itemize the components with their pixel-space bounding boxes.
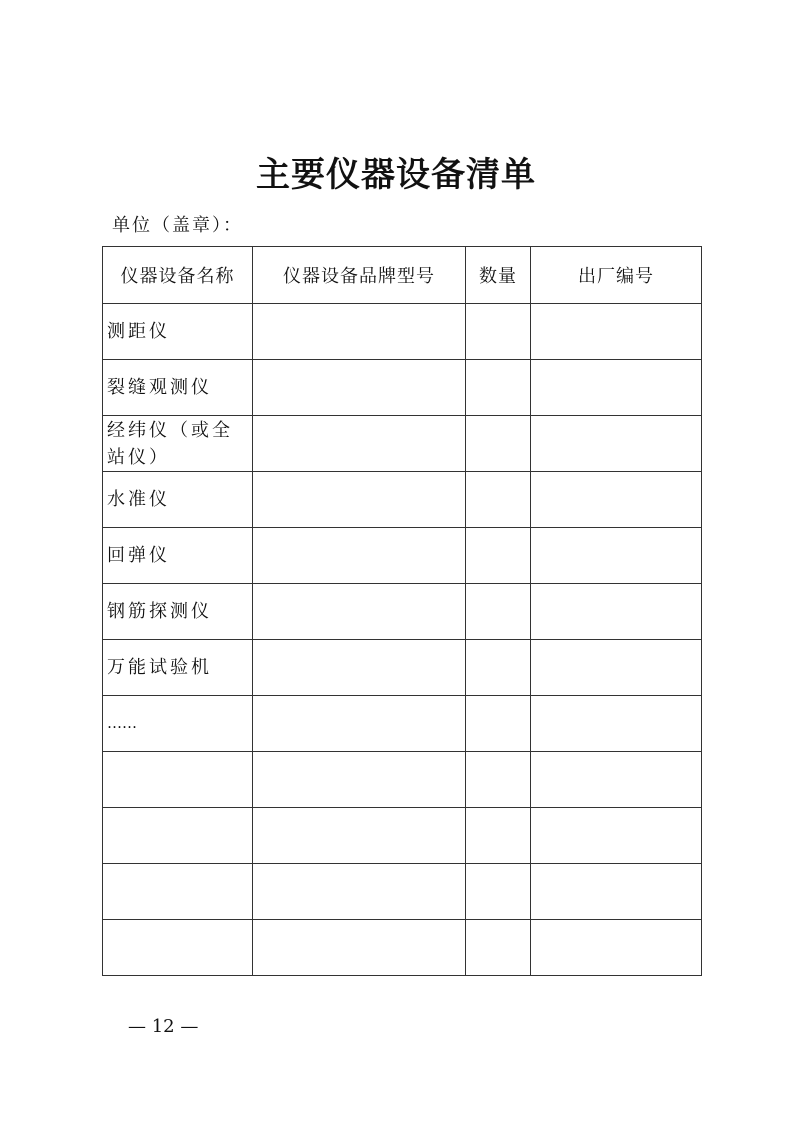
serial-cell	[531, 304, 702, 360]
equipment-name-cell	[103, 920, 253, 976]
brand-model-cell	[253, 472, 466, 528]
table-row	[103, 360, 702, 416]
table-row	[103, 920, 702, 976]
serial-cell	[531, 920, 702, 976]
equipment-name-cell: 测距仪	[103, 304, 253, 360]
table-row	[103, 640, 702, 696]
unit-stamp-label: 单位（盖章）：	[112, 215, 243, 236]
brand-model-cell	[253, 528, 466, 584]
brand-model-cell	[253, 416, 466, 472]
quantity-cell	[466, 304, 531, 360]
quantity-cell	[466, 472, 531, 528]
header-serial-number: 出厂编号	[531, 247, 702, 304]
quantity-cell	[466, 696, 531, 752]
brand-model-cell	[253, 752, 466, 808]
brand-model-cell	[253, 360, 466, 416]
quantity-cell	[466, 920, 531, 976]
table-row	[103, 584, 702, 640]
header-brand-model: 仪器设备品牌型号	[253, 247, 466, 304]
equipment-name-cell: 万能试验机	[103, 640, 253, 696]
equipment-name-cell: 水准仪	[103, 472, 253, 528]
table-row	[103, 304, 702, 360]
serial-cell	[531, 752, 702, 808]
brand-model-cell	[253, 584, 466, 640]
quantity-cell	[466, 752, 531, 808]
serial-cell	[531, 640, 702, 696]
equipment-name-cell: ……	[103, 696, 253, 752]
quantity-cell	[466, 584, 531, 640]
equipment-name-cell	[103, 752, 253, 808]
equipment-name-cell	[103, 808, 253, 864]
brand-model-cell	[253, 808, 466, 864]
serial-cell	[531, 808, 702, 864]
table-header-row	[103, 247, 702, 304]
serial-cell	[531, 696, 702, 752]
header-equipment-name: 仪器设备名称	[103, 247, 253, 304]
brand-model-cell	[253, 696, 466, 752]
table-row	[103, 416, 702, 472]
brand-model-cell	[253, 640, 466, 696]
quantity-cell	[466, 864, 531, 920]
document-title: 主要仪器设备清单	[256, 155, 536, 195]
quantity-cell	[466, 416, 531, 472]
quantity-cell	[466, 640, 531, 696]
page-number: — 12 —	[128, 1016, 199, 1037]
table-row	[103, 808, 702, 864]
serial-cell	[531, 416, 702, 472]
table-row	[103, 472, 702, 528]
brand-model-cell	[253, 920, 466, 976]
table-row	[103, 864, 702, 920]
brand-model-cell	[253, 864, 466, 920]
quantity-cell	[466, 808, 531, 864]
equipment-name-cell: 裂缝观测仪	[103, 360, 253, 416]
equipment-table	[102, 246, 702, 976]
header-quantity: 数量	[466, 247, 531, 304]
equipment-name-cell: 回弹仪	[103, 528, 253, 584]
quantity-cell	[466, 360, 531, 416]
table-row	[103, 528, 702, 584]
serial-cell	[531, 528, 702, 584]
equipment-name-cell: 钢筋探测仪	[103, 584, 253, 640]
serial-cell	[531, 472, 702, 528]
equipment-name-cell: 经纬仪（或全站仪）	[103, 416, 253, 472]
serial-cell	[531, 584, 702, 640]
table-row	[103, 696, 702, 752]
quantity-cell	[466, 528, 531, 584]
equipment-name-cell	[103, 864, 253, 920]
serial-cell	[531, 864, 702, 920]
table-row	[103, 752, 702, 808]
brand-model-cell	[253, 304, 466, 360]
serial-cell	[531, 360, 702, 416]
